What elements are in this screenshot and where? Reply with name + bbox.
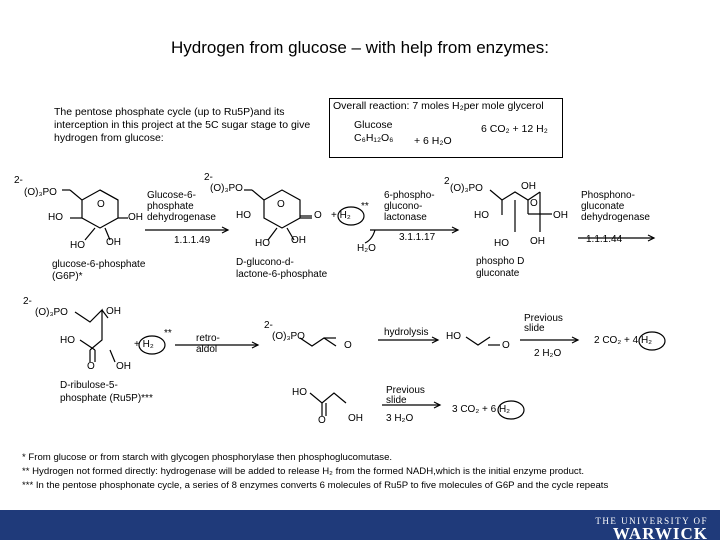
ec-number: 3.1.1.17 <box>399 232 436 243</box>
phosphate-group-label: (O)₃PO <box>450 183 483 194</box>
phosphate-group-label: (O)₃PO <box>210 183 243 194</box>
hydroxyl-label: HO <box>255 238 270 249</box>
phosphate-group-label: (O)₃PO <box>35 307 68 318</box>
enzyme-label: phosphate <box>147 201 194 212</box>
hydroxyl-label: HO <box>48 212 63 223</box>
phosphate-group-label: (O)₃PO <box>272 331 305 342</box>
water-reactant: H₂O <box>357 243 376 254</box>
hydroxyl-label: OH <box>530 236 545 247</box>
enzyme-label: Glucose-6- <box>147 190 196 201</box>
phosphate-group-label: (O)₃PO <box>24 187 57 198</box>
footer-bar <box>0 510 720 543</box>
hydroxyl-label: HO <box>60 335 75 346</box>
enzyme-label: 6-phospho- <box>384 190 435 201</box>
previous-slide-note: slide <box>386 395 407 406</box>
enzyme-label: Phosphono- <box>581 190 635 201</box>
slide-title: Hydrogen from glucose – with help from enzymes: <box>171 38 549 57</box>
overall-formula: C₆H₁₂O₆ <box>354 132 394 144</box>
charge-label: 2 <box>444 176 450 187</box>
charge-label: 2- <box>264 320 273 331</box>
compound-gluconolactone: D-glucono-d- <box>236 257 294 268</box>
previous-slide-note: Previous <box>524 313 563 324</box>
hydroxyl-label: HO <box>446 331 461 342</box>
charge-label: 2- <box>14 175 23 186</box>
compound-ribulose-5-phosphate: D-ribulose-5- <box>60 380 118 391</box>
hydroxyl-label: HO <box>292 387 307 398</box>
charge-label: 2- <box>23 296 32 307</box>
footnote-marker: ** <box>164 328 172 339</box>
hydroxyl-label: OH <box>106 237 121 248</box>
hydroxyl-label: OH <box>348 413 363 424</box>
overall-heading: Overall reaction: 7 moles H₂per mole glycerol <box>333 100 544 112</box>
compound-glucose-6-phosphate: glucose-6-phosphate <box>52 259 146 270</box>
ec-number: 1.1.1.49 <box>174 235 211 246</box>
overall-products: 6 CO₂ + 12 H₂ <box>481 123 548 135</box>
hydroxyl-label: OH <box>128 212 143 223</box>
compound-phosphogluconate: gluconate <box>476 268 520 279</box>
enzyme-label: lactonase <box>384 212 427 223</box>
enzyme-label: dehydrogenase <box>147 212 216 223</box>
step-label-retro-aldol: aldol <box>196 344 218 355</box>
carbonyl-oxygen-label: O <box>87 361 95 372</box>
water-reactant: 3 H₂O <box>386 413 414 424</box>
footnote: ** Hydrogen not formed directly: hydrogenase will be added to release H₂ from the formed NADH,which is the initial enzyme product. <box>22 466 585 477</box>
enzyme-label: dehydrogenase <box>581 212 650 223</box>
hydroxyl-label: HO <box>236 210 251 221</box>
hydroxyl-label: OH <box>521 181 536 192</box>
university-logo-caption: THE UNIVERSITY OF <box>595 516 708 526</box>
step-label-hydrolysis: hydrolysis <box>384 327 429 338</box>
compound-ru5p-abbrev: phosphate (Ru5P)*** <box>60 393 153 404</box>
product-label: 2 CO₂ + 4 H₂ <box>594 335 653 346</box>
hydrogen-product-label: + H₂ <box>134 339 154 350</box>
hydroxyl-label: OH <box>116 361 131 372</box>
previous-slide-note: slide <box>524 323 545 334</box>
ring-oxygen-label: O <box>277 199 285 210</box>
hydroxyl-label: HO <box>70 240 85 251</box>
footnote: * From glucose or from starch with glycogen phosphorylase then phosphoglucomutase. <box>22 452 393 463</box>
hydroxyl-label: HO <box>494 238 509 249</box>
carbonyl-oxygen-label: O <box>314 210 322 221</box>
hydroxyl-label: HO <box>474 210 489 221</box>
intro-text: The pentose phosphate cycle (up to Ru5P)and its interception in this project at the 5C sugar stage to give hydrogen from glucose: <box>54 106 311 144</box>
university-logo: WARWICK <box>612 524 708 543</box>
water-reactant: 2 H₂O <box>534 348 562 359</box>
hydroxyl-label: OH <box>106 306 121 317</box>
ec-number: 1.1.1.44 <box>586 234 623 245</box>
carbonyl-oxygen-label: O <box>344 340 352 351</box>
carbonyl-oxygen-label: O <box>318 415 326 426</box>
carbonyl-oxygen-label: O <box>502 340 510 351</box>
ring-oxygen-label: O <box>97 199 105 210</box>
hydroxyl-label: OH <box>291 235 306 246</box>
overall-reactant: Glucose <box>354 119 393 131</box>
step-label-retro-aldol: retro- <box>196 333 220 344</box>
charge-label: 2- <box>204 172 213 183</box>
overall-water: + 6 H₂O <box>414 135 452 147</box>
enzyme-label: glucono- <box>384 201 423 212</box>
compound-g6p-abbrev: (G6P)* <box>52 271 83 282</box>
product-label: 3 CO₂ + 6 H₂ <box>452 404 511 415</box>
enzyme-label: gluconate <box>581 201 625 212</box>
compound-phosphogluconate: phospho D <box>476 256 525 267</box>
compound-gluconolactone: lactone-6-phosphate <box>236 269 328 280</box>
hydrogen-product-label: + H₂ <box>331 210 351 221</box>
previous-slide-note: Previous <box>386 385 425 396</box>
footnote: *** In the pentose phosphonate cycle, a series of 8 enzymes converts 6 molecules of Ru5P to five molecules of G6P and the cycle repeats <box>22 480 609 491</box>
footnote-marker: ** <box>361 201 369 212</box>
carbonyl-oxygen-label: O <box>530 198 538 209</box>
hydroxyl-label: OH <box>553 210 568 221</box>
